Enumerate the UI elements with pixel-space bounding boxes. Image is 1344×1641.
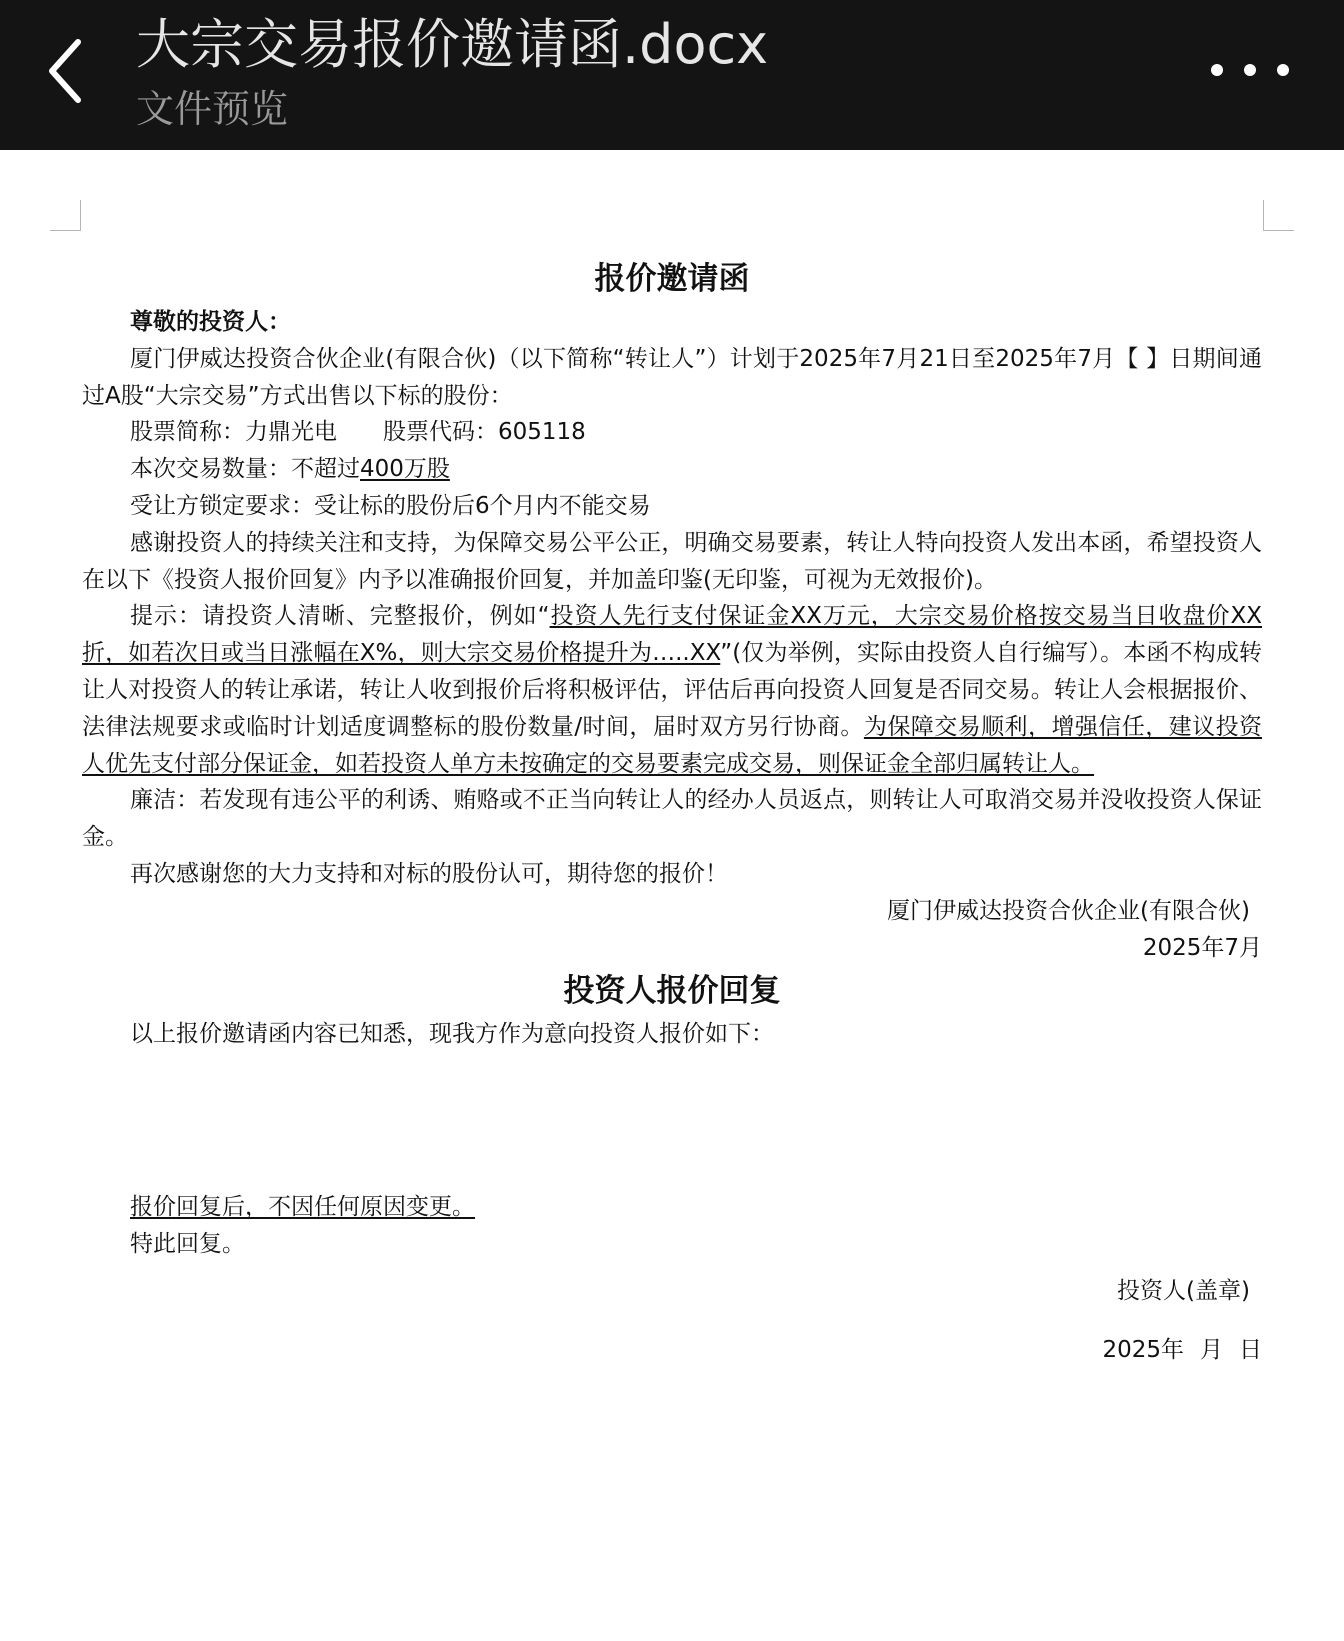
lockup-line: 受让方锁定要求：受让标的股份后6个月内不能交易	[130, 492, 651, 519]
tip-example: 投资人先行支付保证金XX万元，大宗交易价格按交易当日收盘价XX折，如若次日或当日涨幅在X%，则大宗交易价格提升为…..XX	[82, 603, 1263, 667]
integrity-paragraph: 廉洁：若发现有违公平的利诱、贿赂或不正当向转让人的经办人员返点，则转让人可取消交易并没收投资人保证金。	[82, 787, 1262, 851]
tip-deposit-advice: 为保障交易顺利，增强信任，建议投资人优先支付部分保证金，如若投资人单方未按确定的交易要素完成交易，则保证金全部归属转让人。	[82, 713, 1263, 777]
document-content	[82, 254, 1262, 1368]
stock-code: 605118	[498, 419, 586, 446]
more-horizontal-icon	[1204, 48, 1296, 92]
page-margin-mark-top-right	[1263, 200, 1294, 231]
intro-paragraph: 厦门伊威达投资合伙企业(有限合伙)（以下简称“转让人”）计划于2025年7月21日至2025年7月【 】日期间通过A股“大宗交易”方式出售以下标的股份：	[82, 345, 1262, 409]
investor-seal-label: 投资人(盖章)	[1117, 1277, 1250, 1304]
quantity-label: 本次交易数量：	[130, 456, 291, 483]
reply-date-day: 日	[1239, 1336, 1262, 1363]
reply-title: 投资人报价回复	[563, 973, 781, 1010]
document-subtitle: 文件预览	[136, 87, 289, 131]
tip-paragraph	[82, 598, 1262, 782]
invitation-title: 报价邀请函	[594, 261, 750, 297]
quantity-value: 400万股	[360, 456, 450, 483]
stock-name-label: 股票简称：	[130, 419, 245, 446]
reply-hereby: 特此回复。	[130, 1230, 245, 1257]
document-title: 大宗交易报价邀请函.docx	[136, 13, 769, 76]
reply-blank-area	[82, 1053, 1262, 1189]
document-page	[0, 150, 1344, 1641]
reply-note: 报价回复后，不因任何原因变更。	[130, 1194, 475, 1221]
reply-date-month: 月	[1200, 1336, 1223, 1363]
sign-date: 2025年7月	[1142, 934, 1262, 961]
top-app-bar	[0, 0, 1344, 150]
signatory: 厦门伊威达投资合伙企业(有限合伙)	[887, 897, 1250, 924]
tip-middle: ”(仅为举例，实际由投资人自行编写）。本函不构成转让人对投资人的转让承诺，转让人收到报价后将积极评估，评估后再向投资人回复是否同交易。转让人会根据报价、法律法规要求或临时计划适度调整标的股份数量/时间，届时双方另行协商。	[82, 640, 1262, 740]
stock-name: 力鼎光电	[245, 419, 337, 446]
closing-line: 再次感谢您的大力支持和对标的股份认可，期待您的报价！	[130, 860, 728, 887]
salutation: 尊敬的投资人：	[130, 309, 291, 335]
tip-prefix: 提示：请投资人清晰、完整报价，例如“	[130, 603, 550, 630]
back-button[interactable]	[30, 28, 104, 114]
stock-code-label: 股票代码：	[383, 419, 498, 446]
stock-info-line	[82, 414, 1262, 451]
more-options-button[interactable]	[1204, 48, 1296, 92]
quantity-prefix: 不超过	[291, 456, 360, 483]
reply-date	[82, 1332, 1262, 1369]
thanks-paragraph: 感谢投资人的持续关注和支持，为保障交易公平公正，明确交易要素，转让人特向投资人发出本函，希望投资人在以下《投资人报价回复》内予以准确报价回复，并加盖印鉴(无印鉴，可视为无效报价)。	[82, 529, 1262, 593]
reply-date-year: 2025年	[1102, 1336, 1184, 1363]
quantity-line	[82, 451, 1262, 488]
reply-intro: 以上报价邀请函内容已知悉，现我方作为意向投资人报价如下：	[130, 1021, 774, 1048]
page-margin-mark-top-left	[50, 200, 81, 231]
chevron-left-icon	[30, 28, 104, 114]
